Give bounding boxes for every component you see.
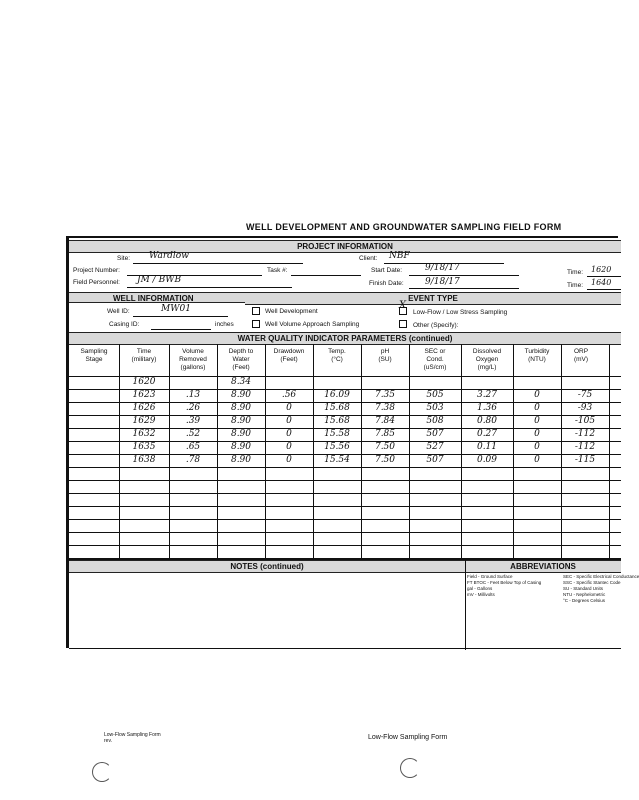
field-form: PROJECT INFORMATION Site: Wardlow Client: NBF Project Number: Task #: Start Date: 9/18/17 Time: 1620 Field Personnel: JM / BWB Finish Date: 9/18/17 Time: 1640 WELL INFORMATION EVENT TYPE Well ID: MW01 Casing ID: inches Well Development Well Volume Approach Sampling X Low-Flow / Low Stress Sampling Other (Specify): WATER QUALITY INDICATOR PARAMETERS (continued) Sampling Stage Time (military) Volume Removed (gallons) Depth to Water (Feet) Drawdown (Feet) Temp. (°C) pH (SU) SEC or Cond. (uS/cm) Dissolved Oxygen (mg/L) Turbidity (NTU) ORP (mV) 1620 8.34 1623 .13 8.90 .56 16.09 7.35 505 3.27 0 -75 1626 .26 8.90 0 15.68 7.38 503 1.36 0 -93 1629 .39 8.90 0 15.68 7.84 508 0.80 0 -105 1632 .52 8.90 0 15.58 7.85 507 0.27 0 -112 1635 .65 8.90 0 15.56 7.50 527 0.11 0 -112 1638 .78 8.90 0 15.54 7.50 507 0.09 0 -115 NOTES (continued) ABBREVIATIONS Field - Ground Surface FT BTOC - Feet Below Top of Casing gal - Gallons mV - Millivolts SEC - Specific Electrical Conductance SSC - Specific Stantec Code SU - Standard Units NTU - Nephelometric °C - Degrees Celsius <box>66 236 618 648</box>
well-volume-checkbox[interactable] <box>252 320 260 328</box>
well-info-header: WELL INFORMATION <box>69 292 245 303</box>
time-finish-label: Time: <box>567 282 584 289</box>
client-value[interactable]: NBF <box>389 251 410 261</box>
start-date-value[interactable]: 9/18/17 <box>425 263 460 273</box>
client-label: Client: <box>359 255 378 262</box>
abbreviations-right: SEC - Specific Electrical Conductance SSC - Specific Stantec Code SU - Standard Units NTU - Nephelometric °C - Degrees Celsius <box>563 574 639 603</box>
footer-left: Low-Flow Sampling Form rev. <box>104 732 161 744</box>
low-flow-label: Low-Flow / Low Stress Sampling <box>413 309 508 316</box>
well-development-label: Well Development <box>265 308 318 315</box>
well-id-value[interactable]: MW01 <box>161 304 191 314</box>
well-development-checkbox[interactable] <box>252 307 260 315</box>
field-personnel-value[interactable]: JM / BWB <box>137 275 182 285</box>
notes-header: NOTES (continued) <box>69 560 465 573</box>
abbreviations-left: Field - Ground Surface FT BTOC - Feet Below Top of Casing gal - Gallons mV - Millivolts <box>467 574 542 597</box>
time-start-value[interactable]: 1620 <box>591 265 612 274</box>
punch-hole-right <box>400 758 420 778</box>
site-label: Site: <box>117 255 131 262</box>
other-checkbox[interactable] <box>399 320 407 328</box>
project-number-label: Project Number: <box>73 267 120 274</box>
task-label: Task #: <box>267 267 288 274</box>
inches-label: inches <box>215 321 234 328</box>
well-volume-label: Well Volume Approach Sampling <box>265 321 360 328</box>
field-personnel-label: Field Personnel: <box>73 279 120 286</box>
finish-date-value[interactable]: 9/18/17 <box>425 277 460 287</box>
project-info-header: PROJECT INFORMATION <box>69 240 621 253</box>
time-finish-value[interactable]: 1640 <box>591 278 612 287</box>
footer-center: Low-Flow Sampling Form <box>368 734 448 741</box>
well-id-label: Well ID: <box>107 308 130 315</box>
time-start-label: Time: <box>567 269 584 276</box>
form-title: WELL DEVELOPMENT AND GROUNDWATER SAMPLING FIELD FORM <box>246 222 562 232</box>
finish-date-label: Finish Date: <box>369 280 404 287</box>
water-quality-header: WATER QUALITY INDICATOR PARAMETERS (continued) <box>69 332 621 345</box>
event-type-header: EVENT TYPE <box>245 292 621 305</box>
punch-hole-left <box>92 762 112 782</box>
casing-id-label: Casing ID: <box>109 321 140 328</box>
site-value[interactable]: Wardlow <box>149 251 189 261</box>
other-label: Other (Specify): <box>413 322 459 329</box>
abbreviations-header: ABBREVIATIONS <box>465 560 621 573</box>
start-date-label: Start Date: <box>371 267 403 274</box>
low-flow-check-mark: X <box>399 300 407 311</box>
